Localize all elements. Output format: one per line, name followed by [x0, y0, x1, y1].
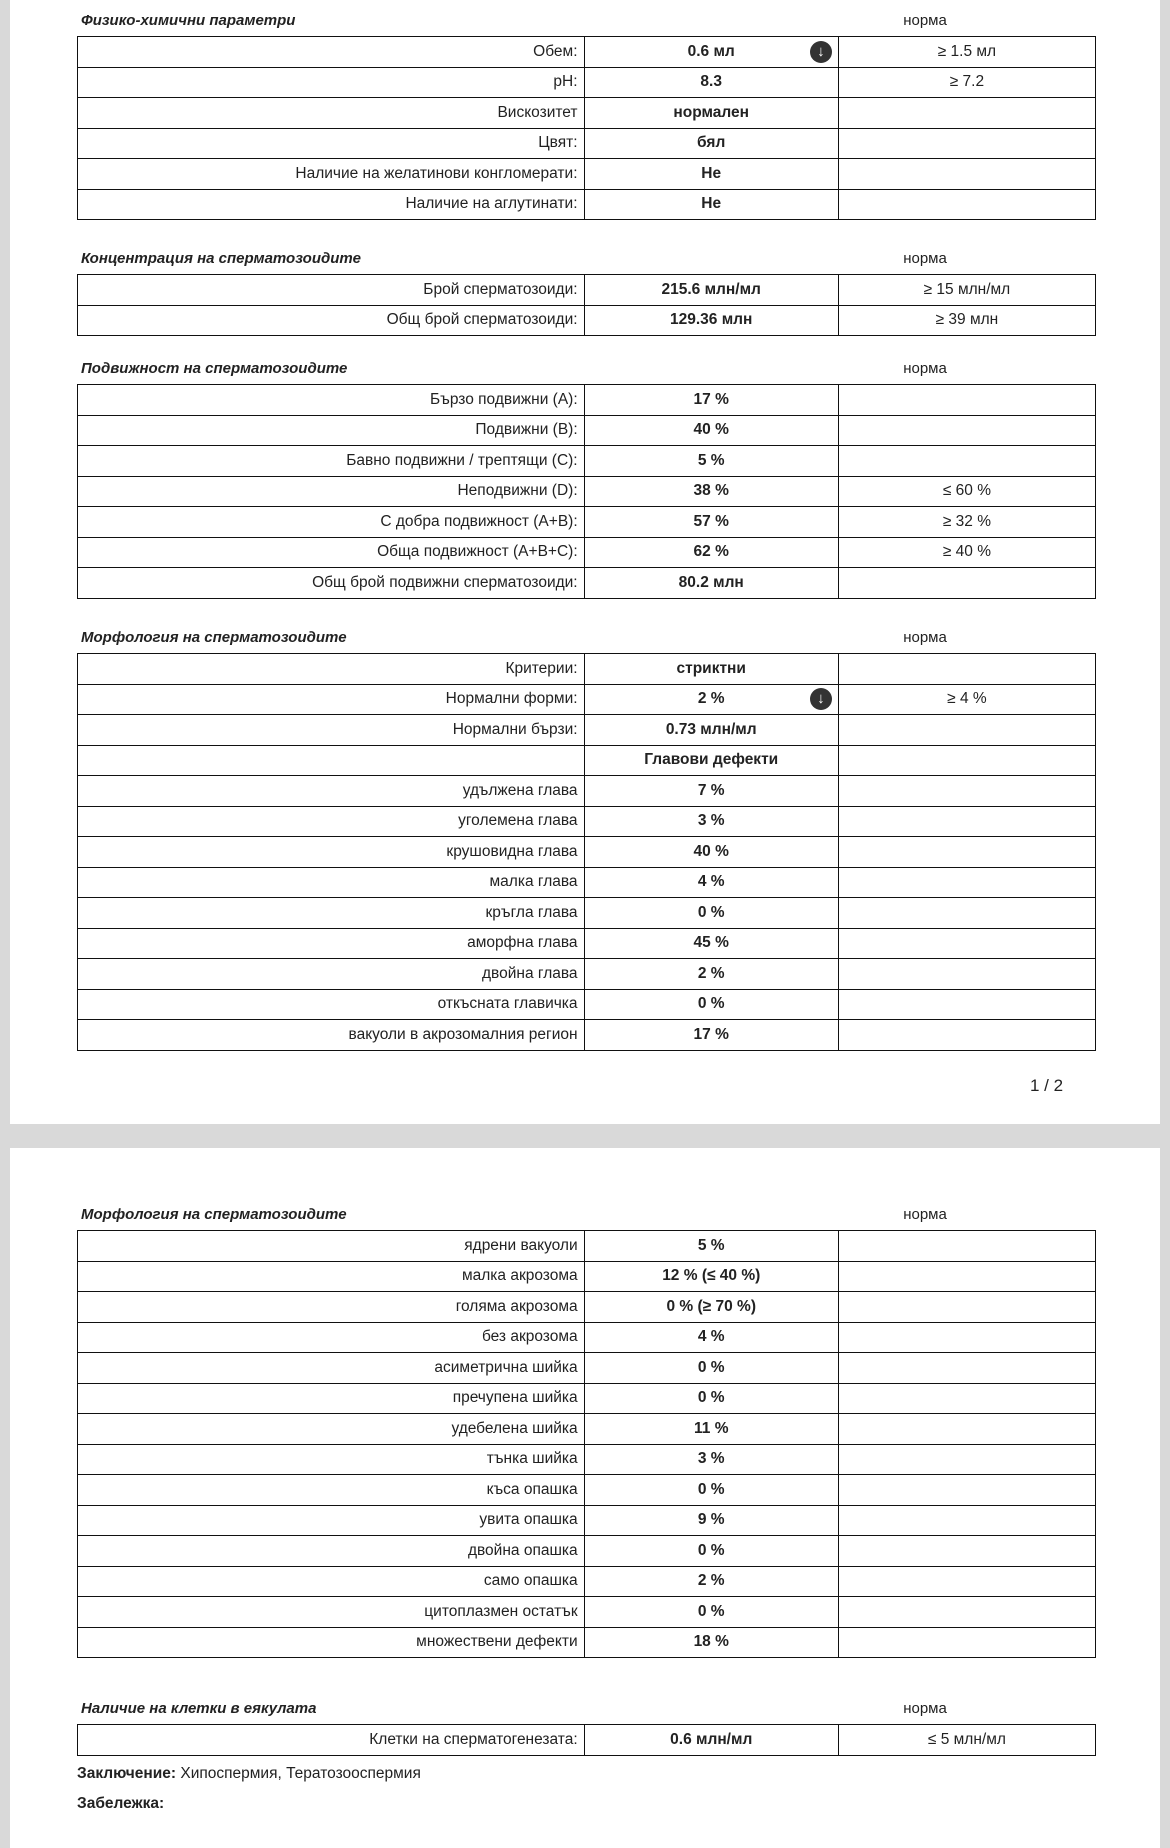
parameter-label: С добра подвижност (A+B):: [78, 507, 585, 538]
reference-norm: [838, 745, 1095, 776]
parameter-value: [584, 1020, 838, 1051]
table-row: [78, 476, 1096, 507]
parameter-value: [584, 837, 838, 868]
conclusion-text: Хипоспермия, Тератозооспермия: [176, 1765, 421, 1782]
reference-norm: [838, 715, 1095, 746]
parameter-label: Наличие на аглутинати:: [78, 189, 585, 220]
value-text: 0 %: [697, 1389, 725, 1407]
parameter-value: [584, 1353, 838, 1384]
parameter-value: [584, 1627, 838, 1658]
conclusion-label: Заключение:: [77, 1765, 177, 1782]
table-row: [78, 928, 1096, 959]
parameter-label: без акрозома: [78, 1322, 585, 1353]
parameter-label: Клетки на сперматогенезата:: [78, 1725, 585, 1756]
section-title: Морфология на сперматозоидите: [81, 1206, 347, 1223]
parameter-label: Вискозитет: [78, 98, 585, 129]
table-row: [78, 1536, 1096, 1567]
reference-norm: [838, 1261, 1095, 1292]
reference-norm: [838, 1231, 1095, 1262]
arrow-down-icon: ↓: [810, 688, 832, 710]
parameter-label: Бързо подвижни (A):: [78, 385, 585, 416]
parameter-label: пречупена шийка: [78, 1383, 585, 1414]
parameter-label: вакуоли в акрозомалния регион: [78, 1020, 585, 1051]
parameter-value: [584, 537, 838, 568]
table-row: [78, 684, 1096, 715]
table-row: [78, 37, 1096, 68]
value-text: Не: [701, 195, 722, 213]
value-text: 2 %: [697, 1572, 725, 1590]
parameter-value: [584, 1292, 838, 1323]
parameter-value: [584, 1597, 838, 1628]
parameter-label: множествени дефекти: [78, 1627, 585, 1658]
parameter-value: [584, 446, 838, 477]
table-row: [78, 1231, 1096, 1262]
table-row: [78, 1383, 1096, 1414]
table-row: [78, 1627, 1096, 1658]
table-row: [78, 1261, 1096, 1292]
section-motility: [67, 358, 1095, 599]
reference-norm: [838, 959, 1095, 990]
table-row: [78, 1414, 1096, 1445]
table-row: [78, 745, 1096, 776]
table-row: [78, 98, 1096, 129]
reference-norm: [838, 385, 1095, 416]
value-text: 2 %: [697, 964, 725, 982]
reference-norm: [838, 837, 1095, 868]
reference-norm: ≥ 1.5 мл: [838, 37, 1095, 68]
parameter-value: [584, 1231, 838, 1262]
parameter-label: крушовидна глава: [78, 837, 585, 868]
reference-norm: [838, 415, 1095, 446]
parameter-value: [584, 128, 838, 159]
parameter-label: малка акрозома: [78, 1261, 585, 1292]
value-text: 0 %: [697, 995, 725, 1013]
parameter-label: двойна глава: [78, 959, 585, 990]
value-text: 0 %: [697, 903, 725, 921]
reference-norm: [838, 1353, 1095, 1384]
parameter-value: [584, 476, 838, 507]
value-text: 0 %: [697, 1541, 725, 1559]
parameter-value: [584, 928, 838, 959]
parameter-value: [584, 715, 838, 746]
table-row: [78, 128, 1096, 159]
table-row: [78, 959, 1096, 990]
parameter-value: [584, 159, 838, 190]
reference-norm: [838, 1566, 1095, 1597]
parameter-label: Нормални форми:: [78, 684, 585, 715]
table-row: [78, 446, 1096, 477]
section-title: Морфология на сперматозоидите: [81, 629, 347, 646]
section-header: [67, 248, 1095, 270]
table-row: [78, 67, 1096, 98]
parameter-label: Нормални бързи:: [78, 715, 585, 746]
table-row: [78, 837, 1096, 868]
parameter-value: [584, 1322, 838, 1353]
table-row: [78, 537, 1096, 568]
value-text: Главови дефекти: [644, 751, 779, 769]
results-table: [77, 1724, 1096, 1756]
parameter-label: цитоплазмен остатък: [78, 1597, 585, 1628]
parameter-value: [584, 867, 838, 898]
parameter-label: кръгла глава: [78, 898, 585, 929]
value-text: 5 %: [697, 1236, 725, 1254]
value-text: 38 %: [693, 482, 729, 500]
parameter-label: къса опашка: [78, 1475, 585, 1506]
parameter-value: [584, 305, 838, 336]
norm-column-header: норма: [903, 12, 947, 29]
parameter-label: Подвижни (B):: [78, 415, 585, 446]
table-row: [78, 898, 1096, 929]
reference-norm: ≥ 7.2: [838, 67, 1095, 98]
parameter-label: асиметрична шийка: [78, 1353, 585, 1384]
reference-norm: [838, 1536, 1095, 1567]
parameter-label: двойна опашка: [78, 1536, 585, 1567]
parameter-value: [584, 1444, 838, 1475]
value-text: 2 %: [697, 690, 725, 708]
results-table: [77, 274, 1096, 336]
parameter-value: [584, 67, 838, 98]
parameter-value: [584, 1414, 838, 1445]
parameter-label: Брой сперматозоиди:: [78, 275, 585, 306]
parameter-value: [584, 1505, 838, 1536]
value-text: Не: [701, 164, 722, 182]
reference-norm: [838, 806, 1095, 837]
reference-norm: [838, 159, 1095, 190]
parameter-label: Критерии:: [78, 654, 585, 685]
parameter-label: Бавно подвижни / трептящи (C):: [78, 446, 585, 477]
reference-norm: [838, 1322, 1095, 1353]
table-row: [78, 1020, 1096, 1051]
table-row: [78, 867, 1096, 898]
table-row: [78, 654, 1096, 685]
reference-norm: ≥ 39 млн: [838, 305, 1095, 336]
table-row: [78, 507, 1096, 538]
value-text: 4 %: [697, 873, 725, 891]
parameter-value: [584, 568, 838, 599]
reference-norm: ≥ 32 %: [838, 507, 1095, 538]
conclusion: [77, 1763, 421, 1785]
parameter-label: увита опашка: [78, 1505, 585, 1536]
reference-norm: [838, 1020, 1095, 1051]
table-row: [78, 1353, 1096, 1384]
value-text: 12 % (≤ 40 %): [662, 1267, 761, 1285]
parameter-value: [584, 1566, 838, 1597]
section-morphology: [67, 627, 1095, 1051]
results-table: [77, 36, 1096, 220]
reference-norm: [838, 1597, 1095, 1628]
value-text: 0 %: [697, 1602, 725, 1620]
table-row: [78, 989, 1096, 1020]
arrow-down-icon: ↓: [810, 41, 832, 63]
reference-norm: ≥ 40 %: [838, 537, 1095, 568]
value-text: 8.3: [700, 73, 722, 91]
value-text: 80.2 млн: [678, 573, 744, 591]
parameter-label: тънка шийка: [78, 1444, 585, 1475]
value-text: 17 %: [693, 1025, 729, 1043]
table-row: [78, 776, 1096, 807]
table-row: [78, 385, 1096, 416]
parameter-label: Общ брой сперматозоиди:: [78, 305, 585, 336]
parameter-value: [584, 415, 838, 446]
reference-norm: [838, 446, 1095, 477]
table-row: [78, 1475, 1096, 1506]
norm-column-header: норма: [903, 250, 947, 267]
value-text: 40 %: [693, 842, 729, 860]
parameter-label: голяма акрозома: [78, 1292, 585, 1323]
value-text: стриктни: [676, 659, 746, 677]
value-text: нормален: [673, 103, 749, 121]
value-text: 9 %: [697, 1511, 725, 1529]
value-text: 5 %: [697, 451, 725, 469]
value-text: 40 %: [693, 421, 729, 439]
parameter-value: [584, 898, 838, 929]
results-table: [77, 653, 1096, 1051]
value-text: 3 %: [697, 1450, 725, 1468]
table-row: [78, 1597, 1096, 1628]
parameter-label: Наличие на желатинови конгломерати:: [78, 159, 585, 190]
table-row: [78, 1292, 1096, 1323]
value-text: 0.6 мл: [687, 42, 735, 60]
section-title: Физико-химични параметри: [81, 12, 296, 29]
reference-norm: ≤ 5 млн/мл: [838, 1725, 1095, 1756]
note-label: Забележка:: [77, 1795, 165, 1812]
reference-norm: [838, 1414, 1095, 1445]
reference-norm: [838, 989, 1095, 1020]
value-text: 45 %: [693, 934, 729, 952]
table-row: [78, 715, 1096, 746]
section-header: [67, 1204, 1095, 1226]
value-text: 3 %: [697, 812, 725, 830]
parameter-label: [78, 745, 585, 776]
table-row: [78, 1322, 1096, 1353]
parameter-value: [584, 37, 838, 68]
parameter-value: [584, 275, 838, 306]
parameter-value: [584, 654, 838, 685]
parameter-value: [584, 684, 838, 715]
parameter-value: [584, 1261, 838, 1292]
section-title: Концентрация на сперматозоидите: [81, 250, 361, 267]
reference-norm: [838, 568, 1095, 599]
parameter-value: [584, 776, 838, 807]
reference-norm: [838, 1475, 1095, 1506]
parameter-label: аморфна глава: [78, 928, 585, 959]
norm-column-header: норма: [903, 360, 947, 377]
parameter-label: удебелена шийка: [78, 1414, 585, 1445]
reference-norm: [838, 898, 1095, 929]
table-row: [78, 1505, 1096, 1536]
value-text: 0 %: [697, 1358, 725, 1376]
parameter-value: [584, 806, 838, 837]
parameter-label: Обща подвижност (A+B+C):: [78, 537, 585, 568]
parameter-value: [584, 959, 838, 990]
reference-norm: [838, 1444, 1095, 1475]
parameter-value: [584, 1536, 838, 1567]
section-header: [67, 1698, 1095, 1720]
results-table: [77, 384, 1096, 599]
section-header: [67, 10, 1095, 32]
parameter-label: само опашка: [78, 1566, 585, 1597]
parameter-value: [584, 507, 838, 538]
parameter-label: Обем:: [78, 37, 585, 68]
value-text: 57 %: [693, 512, 729, 530]
parameter-label: уголемена глава: [78, 806, 585, 837]
parameter-value: [584, 189, 838, 220]
parameter-label: откъсната главичка: [78, 989, 585, 1020]
section-cells-in-ejaculate: [67, 1698, 1095, 1756]
table-row: [78, 159, 1096, 190]
parameter-value: [584, 98, 838, 129]
parameter-label: Неподвижни (D):: [78, 476, 585, 507]
value-text: 0.73 млн/мл: [665, 720, 757, 738]
value-text: 129.36 млн: [670, 311, 753, 329]
norm-column-header: норма: [903, 1700, 947, 1717]
section-header: [67, 627, 1095, 649]
value-text: бял: [697, 134, 726, 152]
value-text: 0 %: [697, 1480, 725, 1498]
reference-norm: [838, 1505, 1095, 1536]
value-text: 0.6 млн/мл: [670, 1730, 753, 1748]
section-title: Подвижност на сперматозоидите: [81, 360, 348, 377]
parameter-label: ядрени вакуоли: [78, 1231, 585, 1262]
value-text: 4 %: [697, 1328, 725, 1346]
reference-norm: ≥ 4 %: [838, 684, 1095, 715]
reference-norm: [838, 1383, 1095, 1414]
value-text: 17 %: [693, 390, 729, 408]
reference-norm: [838, 98, 1095, 129]
parameter-label: Цвят:: [78, 128, 585, 159]
table-row: [78, 1444, 1096, 1475]
results-table: [77, 1230, 1096, 1658]
reference-norm: [838, 654, 1095, 685]
reference-norm: [838, 189, 1095, 220]
value-text: 62 %: [693, 543, 729, 561]
reference-norm: ≤ 60 %: [838, 476, 1095, 507]
parameter-value: [584, 1725, 838, 1756]
value-text: 215.6 млн/мл: [661, 280, 761, 298]
parameter-label: малка глава: [78, 867, 585, 898]
section-title: Наличие на клетки в еякулата: [81, 1700, 317, 1717]
parameter-label: удължена глава: [78, 776, 585, 807]
reference-norm: ≥ 15 млн/мл: [838, 275, 1095, 306]
section-header: [67, 358, 1095, 380]
table-row: [78, 1725, 1096, 1756]
reference-norm: [838, 776, 1095, 807]
reference-norm: [838, 128, 1095, 159]
parameter-label: Общ брой подвижни сперматозоиди:: [78, 568, 585, 599]
value-text: 18 %: [693, 1633, 729, 1651]
parameter-value: [584, 989, 838, 1020]
value-text: 0 % (≥ 70 %): [666, 1297, 756, 1315]
table-row: [78, 806, 1096, 837]
section-concentration: [67, 248, 1095, 336]
table-row: [78, 189, 1096, 220]
parameter-value: [584, 1475, 838, 1506]
norm-column-header: норма: [903, 629, 947, 646]
table-row: [78, 568, 1096, 599]
parameter-value: [584, 385, 838, 416]
section-physico-chemical: [67, 10, 1095, 220]
parameter-value: [584, 1383, 838, 1414]
value-text: 11 %: [694, 1419, 729, 1437]
table-row: [78, 1566, 1096, 1597]
reference-norm: [838, 1292, 1095, 1323]
parameter-label: pH:: [78, 67, 585, 98]
norm-column-header: норма: [903, 1206, 947, 1223]
table-row: [78, 305, 1096, 336]
table-row: [78, 275, 1096, 306]
reference-norm: [838, 928, 1095, 959]
page-number: 1 / 2: [1030, 1076, 1064, 1095]
table-row: [78, 415, 1096, 446]
reference-norm: [838, 867, 1095, 898]
parameter-value: [584, 745, 838, 776]
section-morphology-continued: [67, 1204, 1095, 1658]
value-text: 7 %: [697, 781, 725, 799]
reference-norm: [838, 1627, 1095, 1658]
